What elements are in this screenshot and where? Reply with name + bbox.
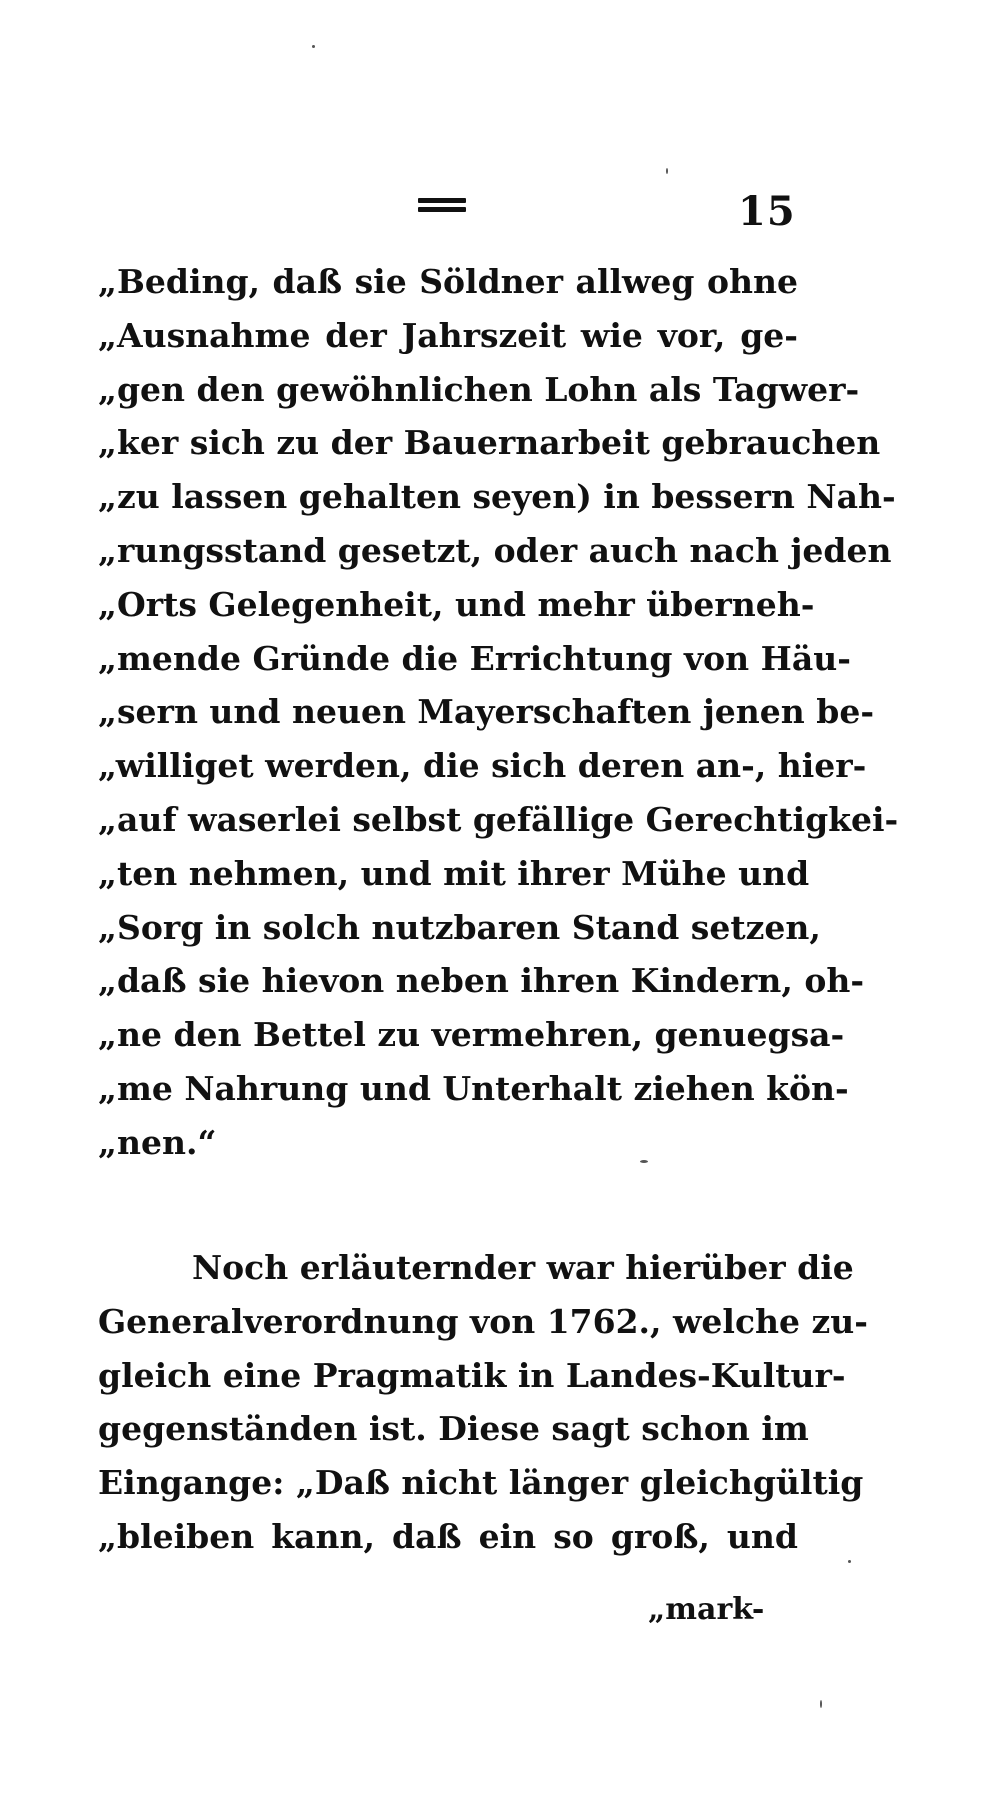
text-line: „bleiben kann, daß ein so groß, und	[98, 1516, 798, 1556]
text-line: „me Nahrung und Unterhalt ziehen kön-	[98, 1068, 849, 1108]
quoted-passage	[98, 255, 899, 1170]
header-ornament-rule	[418, 198, 466, 216]
text-line: „nen.“	[98, 1122, 217, 1162]
text-line: „sern und neuen Mayerschaften jenen be-	[98, 692, 875, 732]
text-line: „williget werden, die sich deren an-, hier-	[98, 746, 867, 786]
text-line: „daß sie hievon neben ihren Kindern, oh-	[98, 961, 865, 1001]
text-line: Eingange: „Daß nicht länger gleichgültig	[98, 1463, 864, 1503]
paper-speck	[848, 1560, 851, 1563]
text-line: „rungsstand gesetzt, oder auch nach jeden	[98, 530, 892, 570]
text-line: „ker sich zu der Bauernarbeit gebrauchen	[98, 423, 881, 463]
text-line: „mende Gründe die Errichtung von Häu-	[98, 638, 851, 678]
page-number: 15	[738, 188, 796, 235]
text-line: Noch erläuternder war hierüber die	[192, 1248, 854, 1287]
catchword: „mark-	[648, 1592, 765, 1627]
paper-speck	[820, 1700, 822, 1708]
text-line: gegenständen ist. Diese sagt schon im	[98, 1409, 809, 1449]
text-line: Generalverordnung von 1762., welche zu-	[98, 1301, 868, 1341]
paper-speck	[666, 168, 668, 174]
paper-speck	[640, 1160, 648, 1163]
text-line: „gen den gewöhnlichen Lohn als Tagwer-	[98, 369, 860, 409]
paper-speck	[312, 45, 315, 48]
text-line: „zu lassen gehalten seyen) in bessern Nah-	[98, 477, 896, 517]
text-line: „Ausnahme der Jahrszeit wie vor, ge-	[98, 315, 798, 355]
text-line: „Beding, daß sie Söldner allweg ohne	[98, 262, 798, 301]
text-line: „Orts Gelegenheit, und mehr überneh-	[98, 584, 815, 624]
text-line: „auf waserlei selbst gefällige Gerechtigkei-	[98, 799, 899, 839]
text-line: „Sorg in solch nutzbaren Stand setzen,	[98, 907, 821, 947]
body-paragraph	[98, 1241, 868, 1564]
text-line: gleich eine Pragmatik in Landes-Kultur-	[98, 1355, 846, 1395]
text-line: „ten nehmen, und mit ihrer Mühe und	[98, 853, 810, 893]
text-line: „ne den Bettel zu vermehren, genuegsa-	[98, 1015, 845, 1055]
